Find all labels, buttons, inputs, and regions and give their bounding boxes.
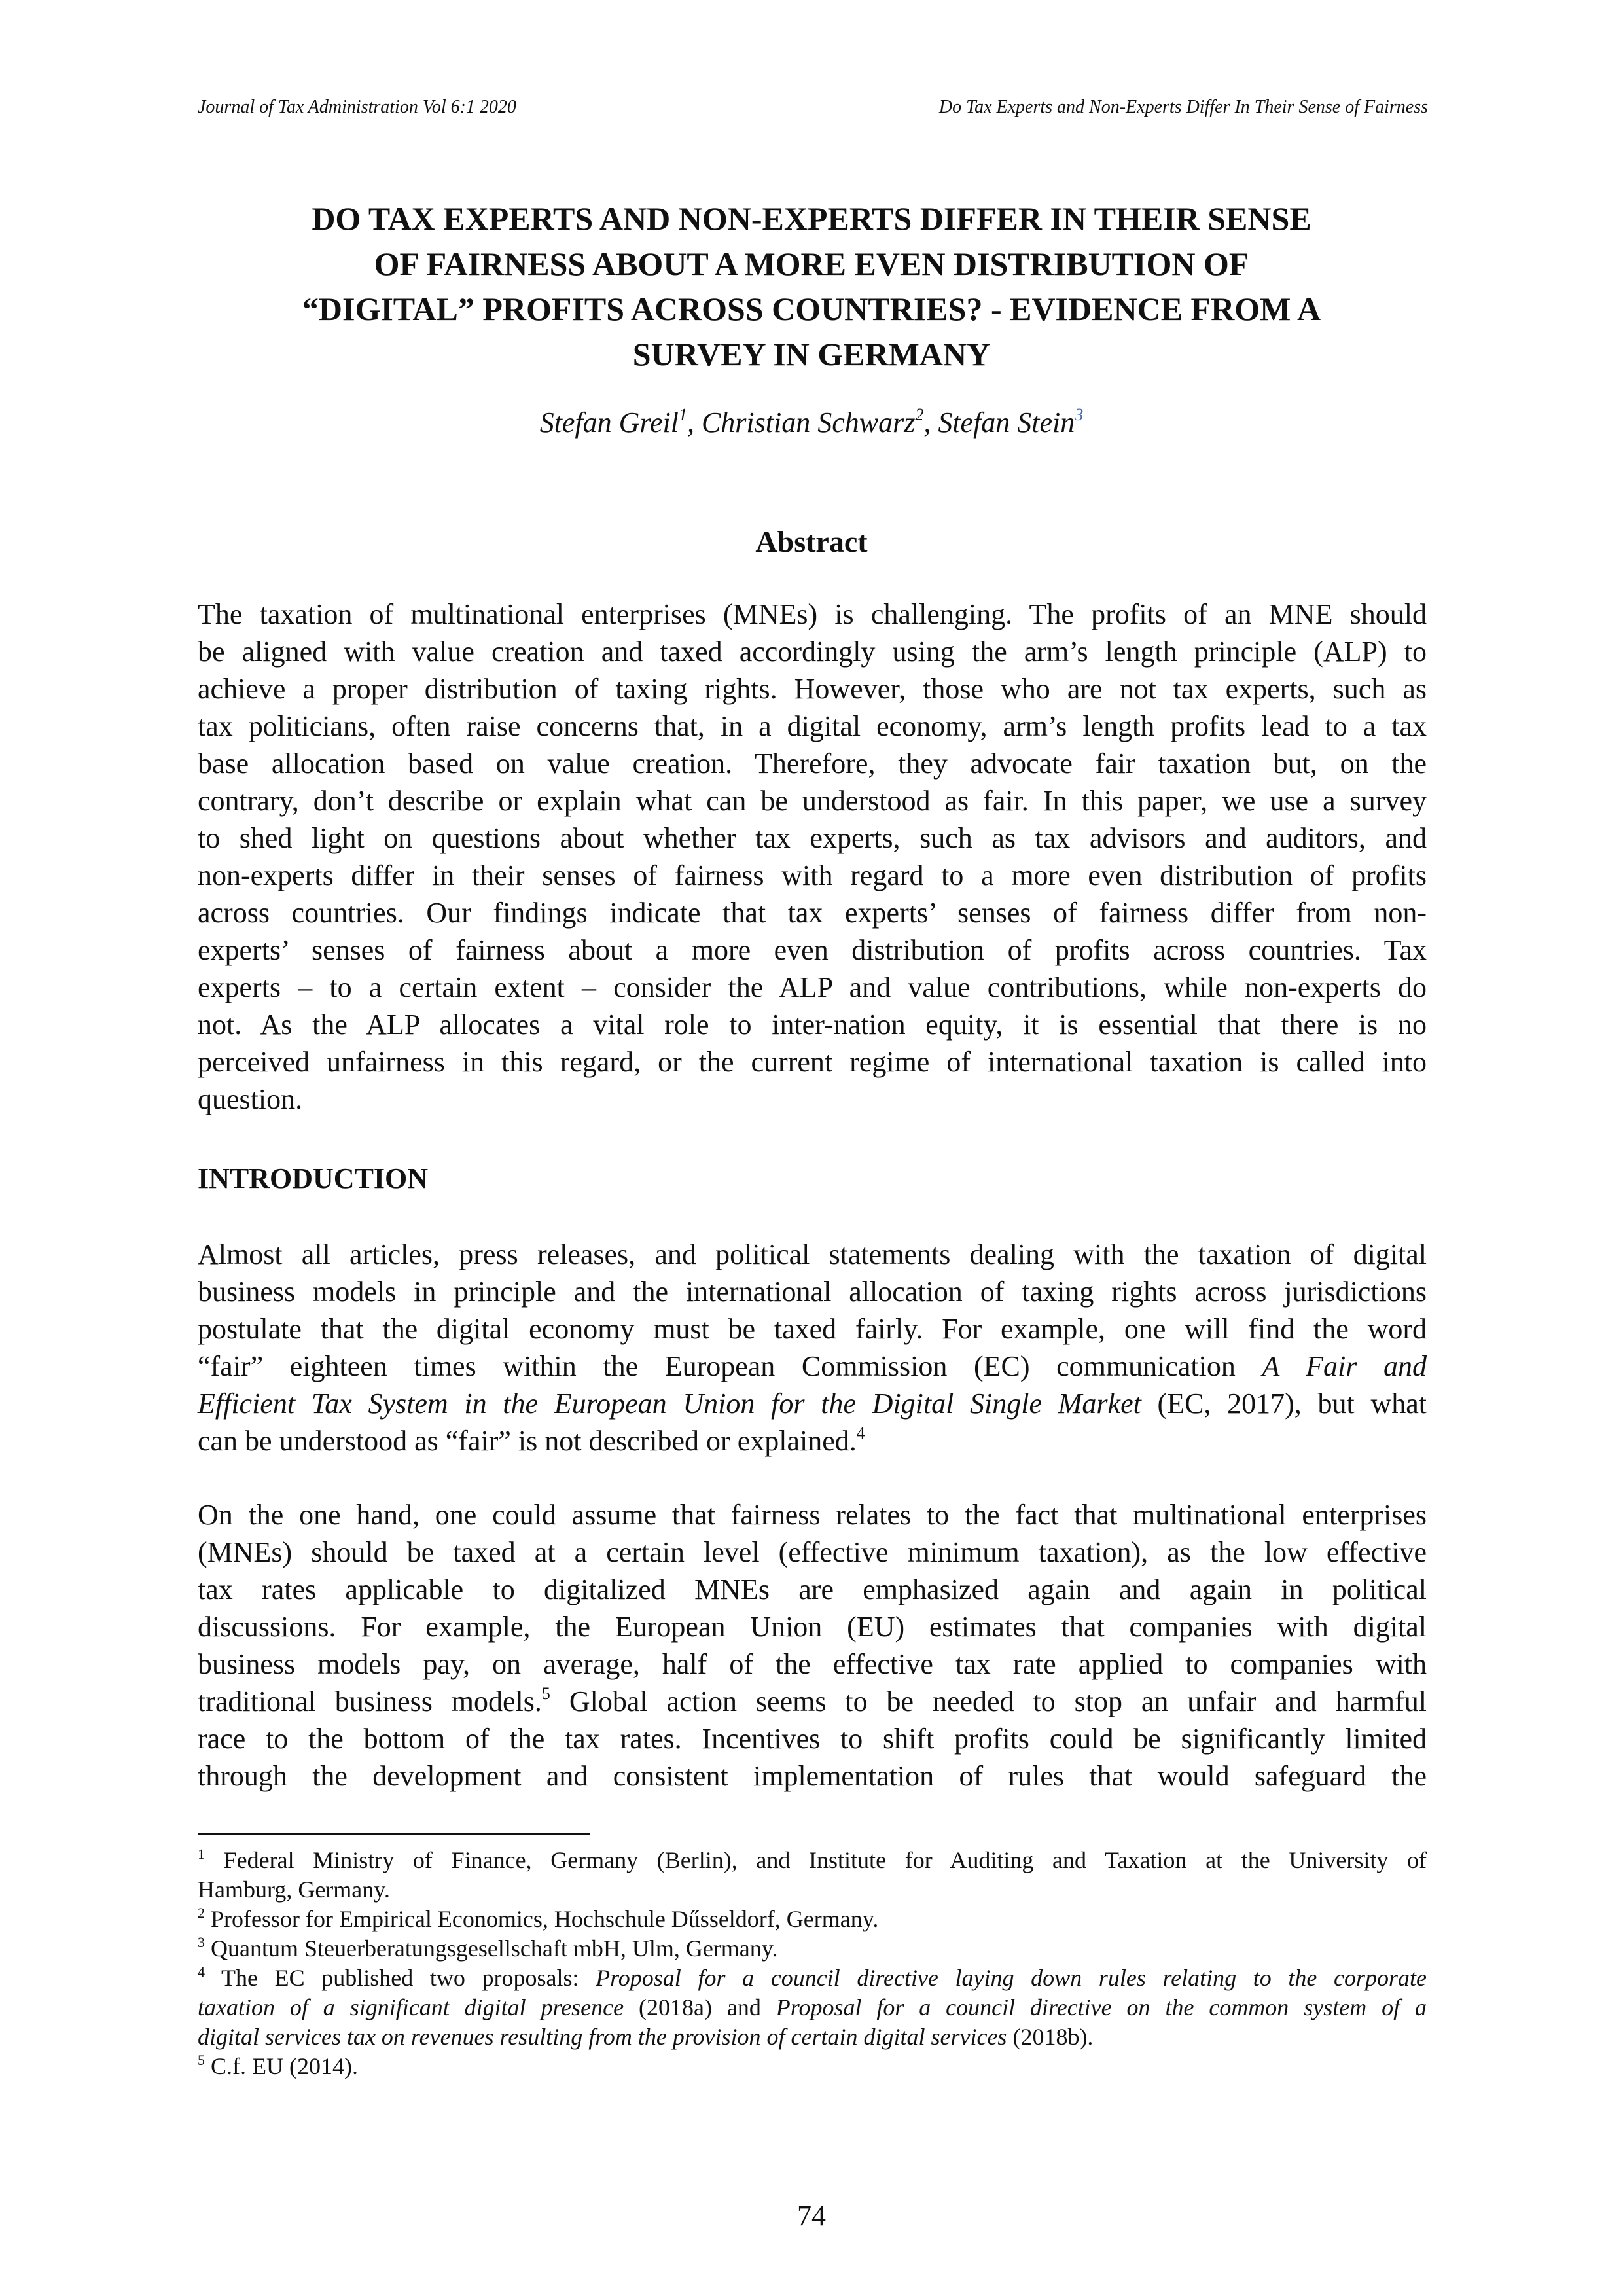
text-run: Professor for Empirical Economics, Hochschule Dűsseldorf, Germany. — [205, 1906, 879, 1932]
cited-title: taxation of a significant digital presence — [198, 1994, 624, 2020]
paragraph-line: postulate that the digital economy must be taxed fairly. For example, one will find the word — [198, 1313, 1427, 1345]
footnote-mark: 3 — [198, 1934, 205, 1950]
text-run: Quantum Steuerberatungsgesellschaft mbH, Ulm, Germany. — [205, 1935, 778, 1962]
footnote-mark: 4 — [198, 1964, 205, 1980]
author-name: Christian Schwarz — [701, 406, 916, 439]
abstract-line: be aligned with value creation and taxed accordingly using the arm’s length principle (ALP) to — [198, 636, 1427, 668]
paragraph-line: Almost all articles, press releases, and political statements dealing with the taxation of digital — [198, 1238, 1427, 1270]
author-name: Stefan Greil — [539, 406, 679, 439]
footnote-line — [198, 1846, 1427, 1875]
footnote-line — [198, 2022, 1427, 2052]
running-head-journal: Journal of Tax Administration Vol 6:1 2020 — [198, 97, 516, 117]
paragraph-line: through the development and consistent implementation of rules that would safeguard the — [198, 1760, 1427, 1792]
cited-title: digital services tax on revenues resulting from the provision of certain digital services — [198, 2024, 1007, 2050]
footnote-3 — [198, 1934, 1427, 1964]
footnote-5 — [198, 2052, 1427, 2081]
text-run: Global action seems to be needed to stop an unfair and harmful — [550, 1685, 1427, 1717]
text-run: C.f. EU (2014). — [205, 2053, 358, 2079]
paragraph-line: business models pay, on average, half of the effective tax rate applied to companies with — [198, 1648, 1427, 1680]
abstract-line: question. — [198, 1083, 303, 1115]
abstract-line: tax politicians, often raise concerns that, in a digital economy, arm’s length profits lead to a tax — [198, 710, 1427, 742]
abstract-line: achieve a proper distribution of taxing rights. However, those who are not tax experts, such as — [198, 673, 1427, 705]
footnote-ref[interactable]: 4 — [856, 1424, 865, 1443]
paper-title — [196, 196, 1427, 377]
author-name: Stefan Stein — [938, 406, 1075, 439]
abstract-line: contrary, don’t describe or explain what can be understood as fair. In this paper, we use a survey — [198, 785, 1427, 817]
cited-title: Proposal for a council directive laying down rules relating to the corporate — [596, 1965, 1427, 1991]
paragraph-line — [198, 1348, 1427, 1385]
text-run: “fair” eighteen times within the European Commission (EC) communication — [198, 1350, 1262, 1382]
page-number: 74 — [797, 2200, 826, 2232]
paragraph-line: On the one hand, one could assume that fairness relates to the fact that multinational enterprises — [198, 1499, 1427, 1531]
footnote-line — [198, 1993, 1427, 2022]
text-run: can be understood as “fair” is not described or explained. — [198, 1425, 857, 1457]
footnote-divider — [198, 1833, 590, 1835]
cited-title: Proposal for a council directive on the common system of a — [776, 1994, 1427, 2020]
abstract-line: base allocation based on value creation. Therefore, they advocate fair taxation but, on the — [198, 747, 1427, 780]
author-affiliation-mark[interactable]: 1 — [678, 405, 687, 424]
introduction-paragraph-1 — [198, 1236, 1427, 1460]
abstract-heading: Abstract — [755, 525, 868, 558]
footnotes — [198, 1846, 1427, 2081]
text-run: Federal Ministry of Finance, Germany (Berlin), and Institute for Auditing and Taxation at the University of — [205, 1847, 1427, 1873]
footnote-4 — [198, 1964, 1427, 2052]
text-run: (2018b). — [1007, 2024, 1094, 2050]
footnote-ref[interactable]: 5 — [541, 1684, 550, 1703]
abstract-line: across countries. Our findings indicate that tax experts’ senses of fairness differ from non- — [198, 897, 1427, 929]
introduction-paragraph-2 — [198, 1496, 1427, 1795]
paragraph-line: (MNEs) should be taxed at a certain level (effective minimum taxation), as the low effective — [198, 1536, 1427, 1568]
text-run: traditional business models. — [198, 1685, 542, 1717]
cited-title: Efficient Tax System in the European Union for the Digital Single Market — [198, 1388, 1141, 1420]
footnote-line: Hamburg, Germany. — [198, 1876, 390, 1903]
section-heading-introduction: INTRODUCTION — [198, 1162, 429, 1194]
abstract-line: perceived unfairness in this regard, or the current regime of international taxation is called into — [198, 1046, 1427, 1078]
footnote-mark: 5 — [198, 2052, 205, 2068]
abstract-line: experts – to a certain extent – consider the ALP and value contributions, while non-experts do — [198, 971, 1427, 1003]
abstract-line: non-experts differ in their senses of fairness with regard to a more even distribution of profits — [198, 859, 1427, 891]
text-run: (EC, 2017), but what — [1141, 1388, 1427, 1420]
author-list: Stefan Greil$^1$, Christian Schwarz$^2$, Stefan Stein$^3$ — [539, 405, 1084, 439]
footnote-line — [198, 1934, 1427, 1964]
paragraph-line: business models in principle and the international allocation of taxing rights across jurisdictions — [198, 1276, 1427, 1308]
abstract-line: not. As the ALP allocates a vital role to inter-nation equity, it is essential that there is no — [198, 1009, 1427, 1041]
footnote-line — [198, 1964, 1427, 1993]
title-line: “DIGITAL” PROFITS ACROSS COUNTRIES? - EVIDENCE FROM A — [302, 291, 1321, 327]
paragraph-line: discussions. For example, the European Union (EU) estimates that companies with digital — [198, 1611, 1427, 1643]
footnote-line — [198, 1905, 1427, 1934]
paragraph-line: tax rates applicable to digitalized MNEs are emphasized again and again in political — [198, 1573, 1427, 1605]
footnote-1 — [198, 1846, 1427, 1905]
paragraph-line — [198, 1385, 1427, 1422]
abstract-line: to shed light on questions about whether tax experts, such as tax advisors and auditors, and — [198, 822, 1427, 854]
footnote-line — [198, 2052, 1427, 2081]
footnote-2 — [198, 1905, 1427, 1934]
abstract-line: The taxation of multinational enterprises (MNEs) is challenging. The profits of an MNE should — [198, 598, 1427, 630]
paragraph-line — [198, 1683, 1427, 1720]
author-affiliation-link[interactable]: 3 — [1075, 405, 1084, 424]
abstract-body — [198, 596, 1427, 1118]
title-line: DO TAX EXPERTS AND NON-EXPERTS DIFFER IN THEIR SENSE — [312, 200, 1311, 237]
author-affiliation-mark[interactable]: 2 — [915, 405, 924, 424]
running-head-short-title: Do Tax Experts and Non-Experts Differ In Their Sense of Fairness — [938, 97, 1428, 117]
title-line: OF FAIRNESS ABOUT A MORE EVEN DISTRIBUTION OF — [374, 245, 1249, 282]
abstract-line: experts’ senses of fairness about a more even distribution of profits across countries. Tax — [198, 934, 1427, 966]
text-run: (2018a) and — [624, 1994, 776, 2020]
paragraph-line: race to the bottom of the tax rates. Incentives to shift profits could be significantly limited — [198, 1723, 1427, 1755]
paragraph-line — [198, 1422, 1427, 1460]
footnote-mark: 2 — [198, 1905, 205, 1921]
footnote-mark: 1 — [198, 1846, 205, 1862]
text-run: The EC published two proposals: — [205, 1965, 596, 1991]
title-line: SURVEY IN GERMANY — [632, 336, 991, 372]
cited-title: A Fair and — [1262, 1350, 1427, 1382]
